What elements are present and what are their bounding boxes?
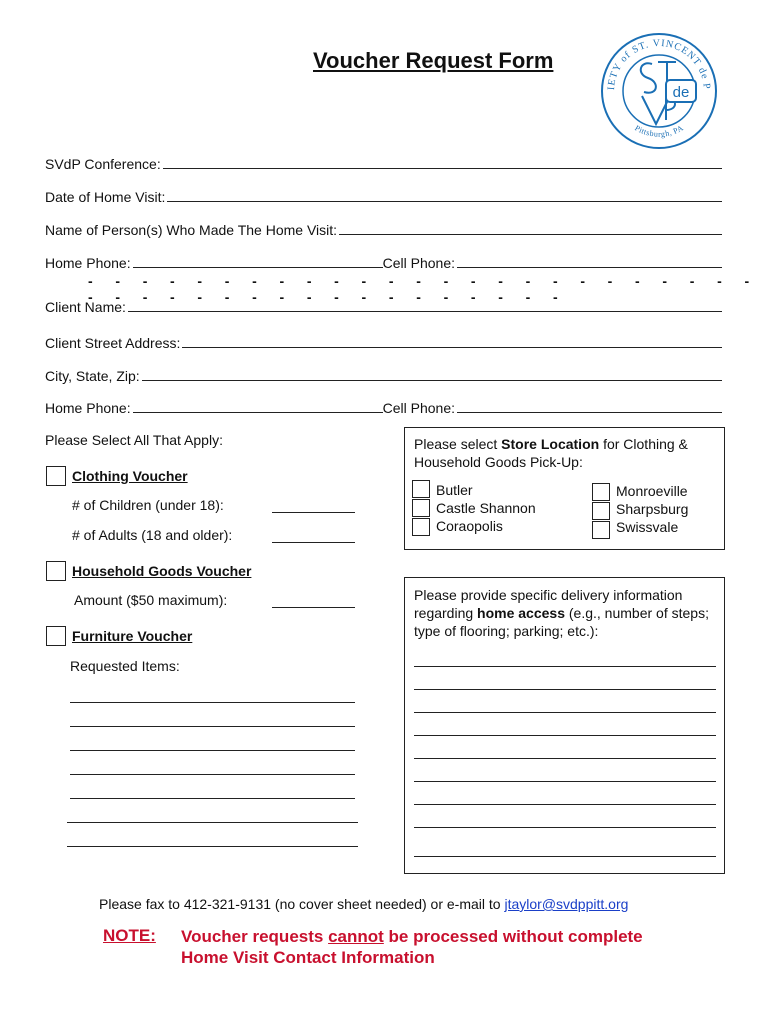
- furniture-voucher-checkbox[interactable]: [46, 626, 66, 646]
- client-cell-phone-label: Cell Phone:: [382, 400, 455, 416]
- delivery-line[interactable]: [414, 827, 716, 828]
- city-state-zip-field[interactable]: [142, 380, 722, 381]
- store-checkbox-castle-shannon[interactable]: [412, 499, 430, 517]
- requested-items-label: Requested Items:: [70, 658, 180, 674]
- select-all-label: Please Select All That Apply:: [45, 432, 223, 448]
- amount-label: Amount ($50 maximum):: [74, 592, 228, 608]
- requested-item-line[interactable]: [70, 750, 355, 751]
- store-location-box: [404, 427, 725, 550]
- page-title: Voucher Request Form: [313, 48, 554, 73]
- client-name-field[interactable]: [128, 311, 722, 312]
- delivery-line[interactable]: [414, 666, 716, 667]
- delivery-line[interactable]: [414, 856, 716, 857]
- client-home-phone-label: Home Phone:: [45, 400, 131, 416]
- client-name-label: Client Name:: [45, 299, 126, 315]
- svg-text:Pittsburgh, PA: [633, 123, 685, 138]
- conference-field[interactable]: [163, 168, 722, 169]
- cell-phone-label: Cell Phone:: [382, 255, 455, 271]
- children-field[interactable]: [272, 512, 355, 513]
- delivery-line[interactable]: [414, 735, 716, 736]
- conference-label: SVdP Conference:: [45, 156, 161, 172]
- store-checkbox-sharpsburg[interactable]: [592, 502, 610, 520]
- client-address-label: Client Street Address:: [45, 335, 181, 351]
- fax-instructions: Please fax to 412-321-9131 (no cover sheet needed) or e-mail to jtaylor@svdppitt.org: [99, 896, 629, 912]
- household-voucher-checkbox[interactable]: [46, 561, 66, 581]
- store-checkbox-monroeville[interactable]: [592, 483, 610, 501]
- requested-item-line[interactable]: [70, 726, 355, 727]
- svdp-logo: [600, 30, 718, 152]
- note-text: Voucher requests cannot be processed without complete Home Visit Contact Information: [181, 927, 643, 967]
- store-monroeville: Monroeville: [616, 483, 688, 499]
- store-checkbox-coraopolis[interactable]: [412, 518, 430, 536]
- store-sharpsburg: Sharpsburg: [616, 501, 689, 517]
- client-cell-phone-field[interactable]: [457, 412, 722, 413]
- email-link[interactable]: jtaylor@svdppitt.org: [504, 896, 629, 912]
- store-location-instructions: Please select Store Location for Clothing & Household Goods Pick-Up:: [414, 436, 688, 470]
- note-label: NOTE:: [103, 926, 156, 945]
- divider: - - - - - - - - - - - - - - - - - - - - - - - - - - - - - - - - - - - - - - - - - - -: [88, 273, 759, 305]
- cell-phone-field[interactable]: [457, 267, 722, 268]
- delivery-line[interactable]: [414, 781, 716, 782]
- visitors-label: Name of Person(s) Who Made The Home Visit:: [45, 222, 338, 238]
- requested-item-line[interactable]: [70, 702, 355, 703]
- delivery-line[interactable]: [414, 689, 716, 690]
- delivery-instructions: Please provide specific delivery information regarding home access (e.g., number of steps; type of flooring; parking; etc.):: [414, 587, 709, 639]
- requested-item-line[interactable]: [70, 774, 355, 775]
- logo-ring-bottom: Pittsburgh, PA: [633, 123, 685, 139]
- adults-label: # of Adults (18 and older):: [72, 527, 233, 543]
- amount-field[interactable]: [272, 607, 355, 608]
- furniture-voucher-label: Furniture Voucher: [72, 628, 193, 644]
- svg-text:de: de: [672, 84, 690, 101]
- children-label: # of Children (under 18):: [72, 497, 224, 513]
- home-phone-field[interactable]: [133, 267, 383, 268]
- delivery-line[interactable]: [414, 712, 716, 713]
- client-address-field[interactable]: [182, 347, 722, 348]
- clothing-voucher-label: Clothing Voucher: [72, 468, 188, 484]
- store-coraopolis: Coraopolis: [436, 518, 503, 534]
- visitors-field[interactable]: [339, 234, 722, 235]
- date-visit-field[interactable]: [167, 201, 722, 202]
- requested-item-line[interactable]: [67, 822, 358, 823]
- date-visit-label: Date of Home Visit:: [45, 189, 166, 205]
- store-swissvale: Swissvale: [616, 519, 679, 535]
- home-phone-label: Home Phone:: [45, 255, 131, 271]
- client-home-phone-field[interactable]: [133, 412, 383, 413]
- clothing-voucher-checkbox[interactable]: [46, 466, 66, 486]
- delivery-line[interactable]: [414, 758, 716, 759]
- household-voucher-label: Household Goods Voucher: [72, 563, 252, 579]
- delivery-info-box: [404, 577, 725, 874]
- delivery-line[interactable]: [414, 804, 716, 805]
- requested-item-line[interactable]: [70, 798, 355, 799]
- adults-field[interactable]: [272, 542, 355, 543]
- requested-item-line[interactable]: [67, 846, 358, 847]
- store-checkbox-butler[interactable]: [412, 480, 430, 498]
- store-castle-shannon: Castle Shannon: [436, 500, 536, 516]
- store-checkbox-swissvale[interactable]: [592, 521, 610, 539]
- logo-ring-top: IETY of ST. VINCENT de P: [605, 37, 713, 91]
- store-butler: Butler: [436, 482, 473, 498]
- city-state-zip-label: City, State, Zip:: [45, 368, 140, 384]
